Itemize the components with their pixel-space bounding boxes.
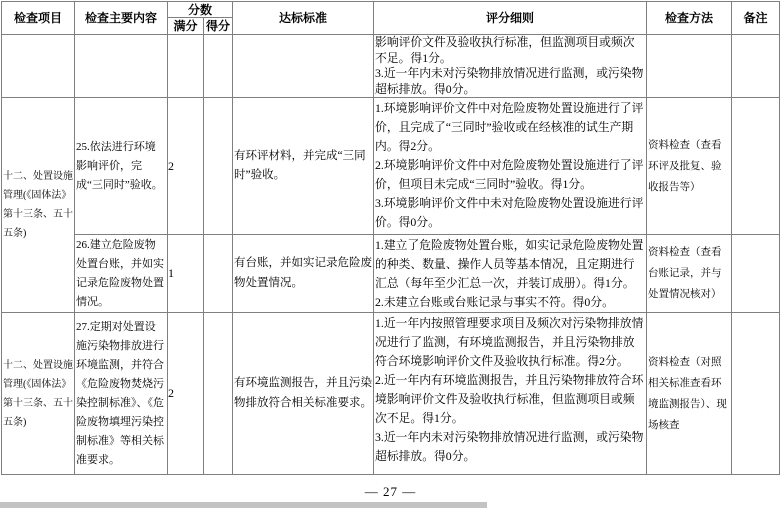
col-header-score-full: 满分	[168, 18, 204, 35]
cell-standard-26: 有台账，并如实记录危险废物处置情况。	[233, 235, 374, 313]
table-row-carryover	[2, 35, 780, 98]
table-row-25	[2, 98, 780, 235]
col-header-score-earned: 得分	[204, 18, 233, 35]
col-header-content: 检查主要内容	[75, 2, 168, 35]
cell-full-score-empty	[168, 35, 204, 98]
cell-remark-27	[732, 313, 780, 475]
col-header-method: 检查方法	[647, 2, 732, 35]
cell-content-25: 25.依法进行环境影响评价，完成“三同时”验收。	[75, 98, 168, 235]
cell-content-27: 27.定期对处置设施污染物排放进行环境监测，并符合《危险废物焚烧污染控制标准》、《危险废物填埋污染控制标准》等相关标准要求。	[75, 313, 168, 475]
cell-rubric-26: 1.建立了危险废物处置台账，如实记录危险废物处置的种类、数量、操作人员等基本情况，且定期进行汇总（每年至少汇总一次，并装订成册）。得1分。 2.未建立台账或台账记录与事实不符。得0分。	[374, 235, 647, 313]
cell-earned-score-27	[204, 313, 233, 475]
cell-full-score-26: 1	[168, 235, 204, 313]
cell-method-26: 资料检查（查看台账记录，并与处置情况核对）	[647, 235, 732, 313]
table-row-26	[2, 235, 780, 313]
cell-rubric-27: 1.近一年内按照管理要求项目及频次对污染物排放情况进行了监测，有环境监测报告，并且污染物排放符合环境影响评价文件及验收执行标准。得2分。 2.近一年内有环境监测报告，并且污染物排放符合环境影响评价文件及验收执行标准，但监测项目或频次不足。得1分。 3.近一年内未对污染物排放情况进行监测，或污染物超标排放。得0分。	[374, 313, 647, 475]
cell-method-25: 资料检查（查看环评及批复、验收报告等）	[647, 98, 732, 235]
cell-earned-score-empty	[204, 35, 233, 98]
col-header-standard: 达标标准	[233, 2, 374, 35]
cell-standard-27: 有环境监测报告，并且污染物排放符合相关标准要求。	[233, 313, 374, 475]
col-header-rubric: 评分细则	[374, 2, 647, 35]
col-header-remark: 备注	[732, 2, 780, 35]
cell-rubric-25: 1.环境影响评价文件中对危险废物处置设施进行了评价，且完成了“三同时”验收或在经核准的试生产期内。得2分。 2.环境影响评价文件中对危险废物处置设施进行了评价，但项目未完成“三同时”验收。得1分。 3.环境影响评价文件中未对危险废物处置设施进行评价。得0分。	[374, 98, 647, 235]
cell-earned-score-26	[204, 235, 233, 313]
header-row-1	[2, 2, 780, 18]
cell-content-empty	[75, 35, 168, 98]
cell-section-label-2: 十二、处置设施管理(《固体法》第十三条、五十五条)	[2, 313, 75, 475]
cell-standard-empty	[233, 35, 374, 98]
cell-remark-empty	[732, 35, 780, 98]
cell-full-score-25: 2	[168, 98, 204, 235]
cell-remark-25	[732, 98, 780, 235]
cell-method-empty	[647, 35, 732, 98]
cell-full-score-27: 2	[168, 313, 204, 475]
inspection-score-table	[1, 1, 780, 475]
cell-content-26: 26.建立危险废物处置台账，并如实记录危险废物处置情况。	[75, 235, 168, 313]
cell-item-empty	[2, 35, 75, 98]
col-header-item: 检查项目	[2, 2, 75, 35]
cell-section-label: 十二、处置设施管理(《固体法》第十三条、五十五条)	[2, 98, 75, 313]
col-header-score-group: 分数	[168, 2, 233, 18]
page-number: — 27 —	[364, 484, 417, 499]
cell-remark-26	[732, 235, 780, 313]
cell-standard-25: 有环评材料，并完成“三同时”验收。	[233, 98, 374, 235]
window-edge-strip	[0, 502, 487, 508]
table-row-27	[2, 313, 780, 475]
cell-method-27: 资料检查（对照相关标准查看环境监测报告）、现场核查	[647, 313, 732, 475]
cell-earned-score-25	[204, 98, 233, 235]
cell-rubric-carryover: 影响评价文件及验收执行标准，但监测项目或频次不足。得1分。 3.近一年内未对污染物排放情况进行监测，或污染物超标排放。得0分。	[374, 35, 647, 98]
